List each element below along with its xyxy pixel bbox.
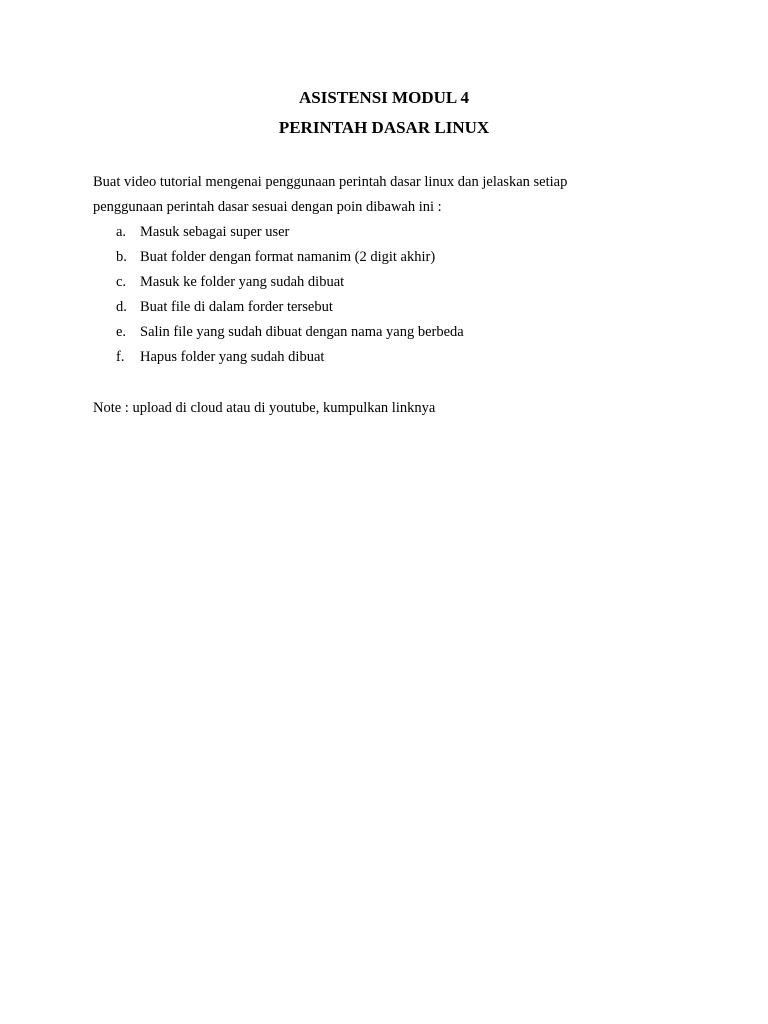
list-item-letter: d. [116, 299, 127, 315]
list-item-letter: b. [116, 249, 127, 265]
list-item-text: Hapus folder yang sudah dibuat [140, 349, 325, 365]
list-item [93, 245, 693, 270]
intro-paragraph [93, 170, 693, 220]
list-item [93, 220, 693, 245]
list-item-letter: c. [116, 274, 127, 290]
list-item-text: Masuk sebagai super user [140, 224, 290, 240]
list-item [93, 295, 693, 320]
list-item-letter: e. [116, 324, 127, 340]
list-item-letter: f. [116, 349, 125, 365]
document-title: ASISTENSI MODUL 4 [298, 88, 470, 107]
list-item-text: Salin file yang sudah dibuat dengan nama yang berbeda [140, 324, 464, 340]
list-item-letter: a. [116, 224, 127, 240]
intro-line-1: Buat video tutorial mengenai penggunaan perintah dasar linux dan jelaskan setiap [93, 174, 568, 190]
list-item-text: Buat file di dalam forder tersebut [140, 299, 333, 315]
note-text: Note : upload di cloud atau di youtube, kumpulkan linknya [93, 400, 436, 416]
task-list [93, 220, 693, 370]
list-item [93, 345, 693, 370]
list-item [93, 320, 693, 345]
list-item-text: Buat folder dengan format namanim (2 digit akhir) [140, 249, 436, 265]
list-item-text: Masuk ke folder yang sudah dibuat [140, 274, 345, 290]
document-subtitle: PERINTAH DASAR LINUX [278, 118, 490, 137]
list-item [93, 270, 693, 295]
intro-line-2: penggunaan perintah dasar sesuai dengan poin dibawah ini : [93, 199, 442, 215]
